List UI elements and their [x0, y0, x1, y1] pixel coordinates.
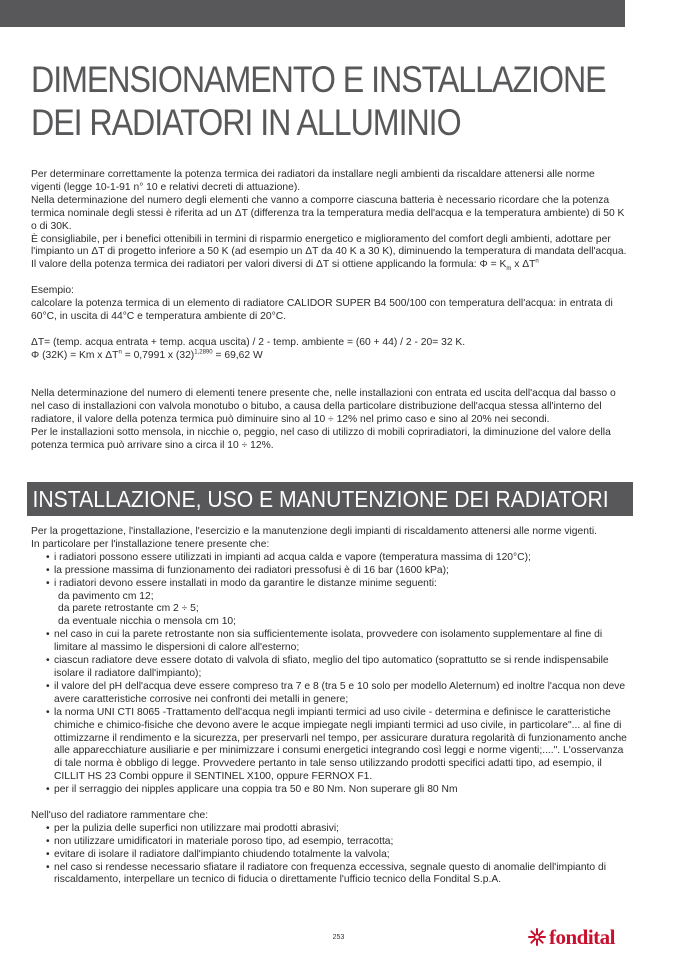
notes-paragraph-1: Nella determinazione del numero di elementi tenere presente che, nelle installazioni con entrata ed uscita dell'acqua dal basso o nel caso di installazioni con valvola monotubo o bitubo, a causa della particolare distribuzione dell'acqua stessa all'interno del radiatore, il valore della potenza termica può diminuire sino al 10 ÷ 12% nel primo caso e sino al 20% nei secondi.: [31, 388, 616, 426]
example-calc-power: [31, 350, 627, 363]
intro-paragraph-2: Nella determinazione del numero degli elementi che vanno a comporre ciascuna batteria è necessario ricordare che la potenza termica nominale degli stessi è riferita ad un ΔT (differenza tra la temperatura media dell'acqua e la temperatura ambiente) di 50 K o di 30K.: [31, 194, 625, 232]
formula-subscript: m: [506, 266, 512, 273]
use-intro: Nell'uso del radiatore rammentare che:: [31, 809, 209, 821]
list-item: • per la pulizia delle superfici non utilizzare mai prodotti abrasivi;: [31, 823, 627, 836]
calc-power-exp-2: 1,2890: [194, 349, 213, 356]
list-item: • la norma UNI CTI 8065 -Trattamento dell'acqua negli impianti termici ad uso civile - determina e definisce le caratteristiche chimiche e chimico-fisiche che devono avere le acque impiegate negli impianti termici ad uso civile, in particolare"... al fine di ottimizzarne il rendimento e la sicurezza, per preservarli nel tempo, per assicurare duratura regolarità di funzionamento anche alle apparecchiature ausiliarie e per minimizzare i consumi energetici integrando così leggi e norme vigenti;....". L'osservanza di tale norma è obbligo di legge. Provvedere pertanto in tale senso utilizzando prodotti specifici adatti tipo, ad esempio, il CILLIT HS 23 Combi oppure il SENTINEL X100, oppure FERNOX F1.: [31, 707, 627, 784]
snowflake-icon: [527, 927, 547, 947]
list-item: • nel caso si rendesse necessario sfiatare il radiatore con frequenza eccessiva, segnale questo di anomalie dell'impianto di riscaldamento, interpellare un tecnico di fiducia o direttamente l'ufficio tecnico della Fondital S.p.A.: [31, 862, 627, 888]
formula-exponent: n: [535, 258, 539, 265]
list-item-text: i radiatori devono essere installati in modo da garantire le distanze minime seguenti:: [54, 577, 437, 589]
calc-power-c: = 69,62 W: [212, 349, 263, 361]
list-item: • evitare di isolare il radiatore dall'impianto chiudendo totalmente la valvola;: [31, 849, 627, 862]
formula-text: Il valore della potenza termica dei radiatori per valori diversi di ΔT si ottiene applicando la formula: Φ = K: [31, 259, 507, 271]
example-calc-delta-t: ΔT= (temp. acqua entrata + temp. acqua uscita) / 2 - temp. ambiente = (60 + 44) / 2 - 20= 32 K.: [31, 336, 466, 348]
page-title-line-1: DIMENSIONAMENTO E INSTALLAZIONE: [31, 59, 606, 100]
notes-paragraph-2: Per le installazioni sotto mensola, in nicchie o, peggio, nel caso di utilizzo di mobili copriradiatori, la diminuzione del valore della potenza termica può arrivare sino a circa il 10 ÷ 12%.: [31, 427, 611, 451]
page-number: 253: [332, 934, 345, 941]
logo-wordmark: fondital: [549, 924, 616, 949]
list-item: [31, 578, 627, 630]
installation-paragraph-1: Per la progettazione, l'installazione, l'esercizio e la manutenzione degli impianti di riscaldamento attenersi alle norme vigenti.: [31, 526, 597, 537]
installation-section: [31, 526, 627, 887]
list-item: • per il serraggio dei nipples applicare una coppia tra 50 e 80 Nm. Non superare gli 80 Nm: [31, 784, 627, 797]
section-heading: INSTALLAZIONE, USO E MANUTENZIONE DEI RADIATORI: [32, 486, 609, 512]
brand-logo: [527, 924, 615, 950]
example-text: calcolare la potenza termica di un elemento di radiatore CALIDOR SUPER B4 500/100 con temperatura dell'acqua: in entrata di 60°C, in uscita di 44°C e temperatura ambiente di 20°C.: [31, 298, 613, 322]
calc-power-a: Φ (32K) = Km x ΔT: [31, 349, 119, 361]
section-heading-banner: [27, 482, 633, 516]
intro-paragraph-1: Per determinare correttamente la potenza termica dei radiatori da installare negli ambienti da riscaldare attenersi alle norme vigenti (legge 10-1-91 n° 10 e relativi decreti di attuazione).: [31, 169, 595, 193]
distance-wall: da parete retrostante cm 2 ÷ 5;: [58, 603, 199, 615]
use-list: [31, 823, 627, 888]
list-item: • ciascun radiatore deve essere dotato di valvola di sfiato, meglio del tipo automatico (soprattutto se si rende indispensabile isolare il radiatore dall'impianto);: [31, 655, 627, 681]
sizing-section: [31, 169, 627, 453]
distance-niche: da eventuale nicchia o mensola cm 10;: [58, 616, 237, 628]
formula-mid: x ΔT: [511, 259, 536, 271]
page-title-line-2: DEI RADIATORI IN ALLUMINIO: [31, 102, 461, 143]
calc-power-exp-1: n: [118, 349, 122, 356]
list-item: • non utilizzare umidificatori in materiale poroso tipo, ad esempio, terracotta;: [31, 836, 627, 849]
installation-list: [31, 552, 627, 797]
top-header-bar: [0, 0, 625, 27]
installation-paragraph-2: In particolare per l'installazione tenere presente che:: [31, 538, 270, 550]
list-item: • i radiatori possono essere utilizzati in impianti ad acqua calda e vapore (temperatura massima di 120°C);: [31, 552, 627, 565]
calc-power-b: = 0,7991 x (32): [121, 349, 195, 361]
distance-floor: da pavimento cm 12;: [58, 590, 154, 602]
intro-paragraph-3: È consigliabile, per i benefici ottenibili in termini di risparmio energetico e miglioramento del comfort degli ambienti, adottare per l'impianto un ΔT di progetto inferiore a 50 K (ad esempio un ΔT da 40 K a 30 K), diminuendo la temperatura di mandata dell'acqua.: [31, 233, 627, 258]
list-item: • la pressione massima di funzionamento dei radiatori pressofusi è di 16 bar (1600 kPa);: [31, 565, 627, 578]
list-item: • nel caso in cui la parete retrostante non sia sufficientemente isolata, provvedere con isolamento supplementare al fine di limitare al massimo le dispersioni di calore all'esterno;: [31, 629, 627, 655]
formula-paragraph: [31, 259, 627, 272]
page-title: [31, 58, 606, 144]
list-item: • il valore del pH dell'acqua deve essere compreso tra 7 e 8 (tra 5 e 10 solo per modello Aleternum) ed inoltre l'acqua non deve avere caratteristiche corrosive nei confronti dei metalli in genere;: [31, 681, 627, 707]
example-label: Esempio:: [31, 285, 74, 297]
